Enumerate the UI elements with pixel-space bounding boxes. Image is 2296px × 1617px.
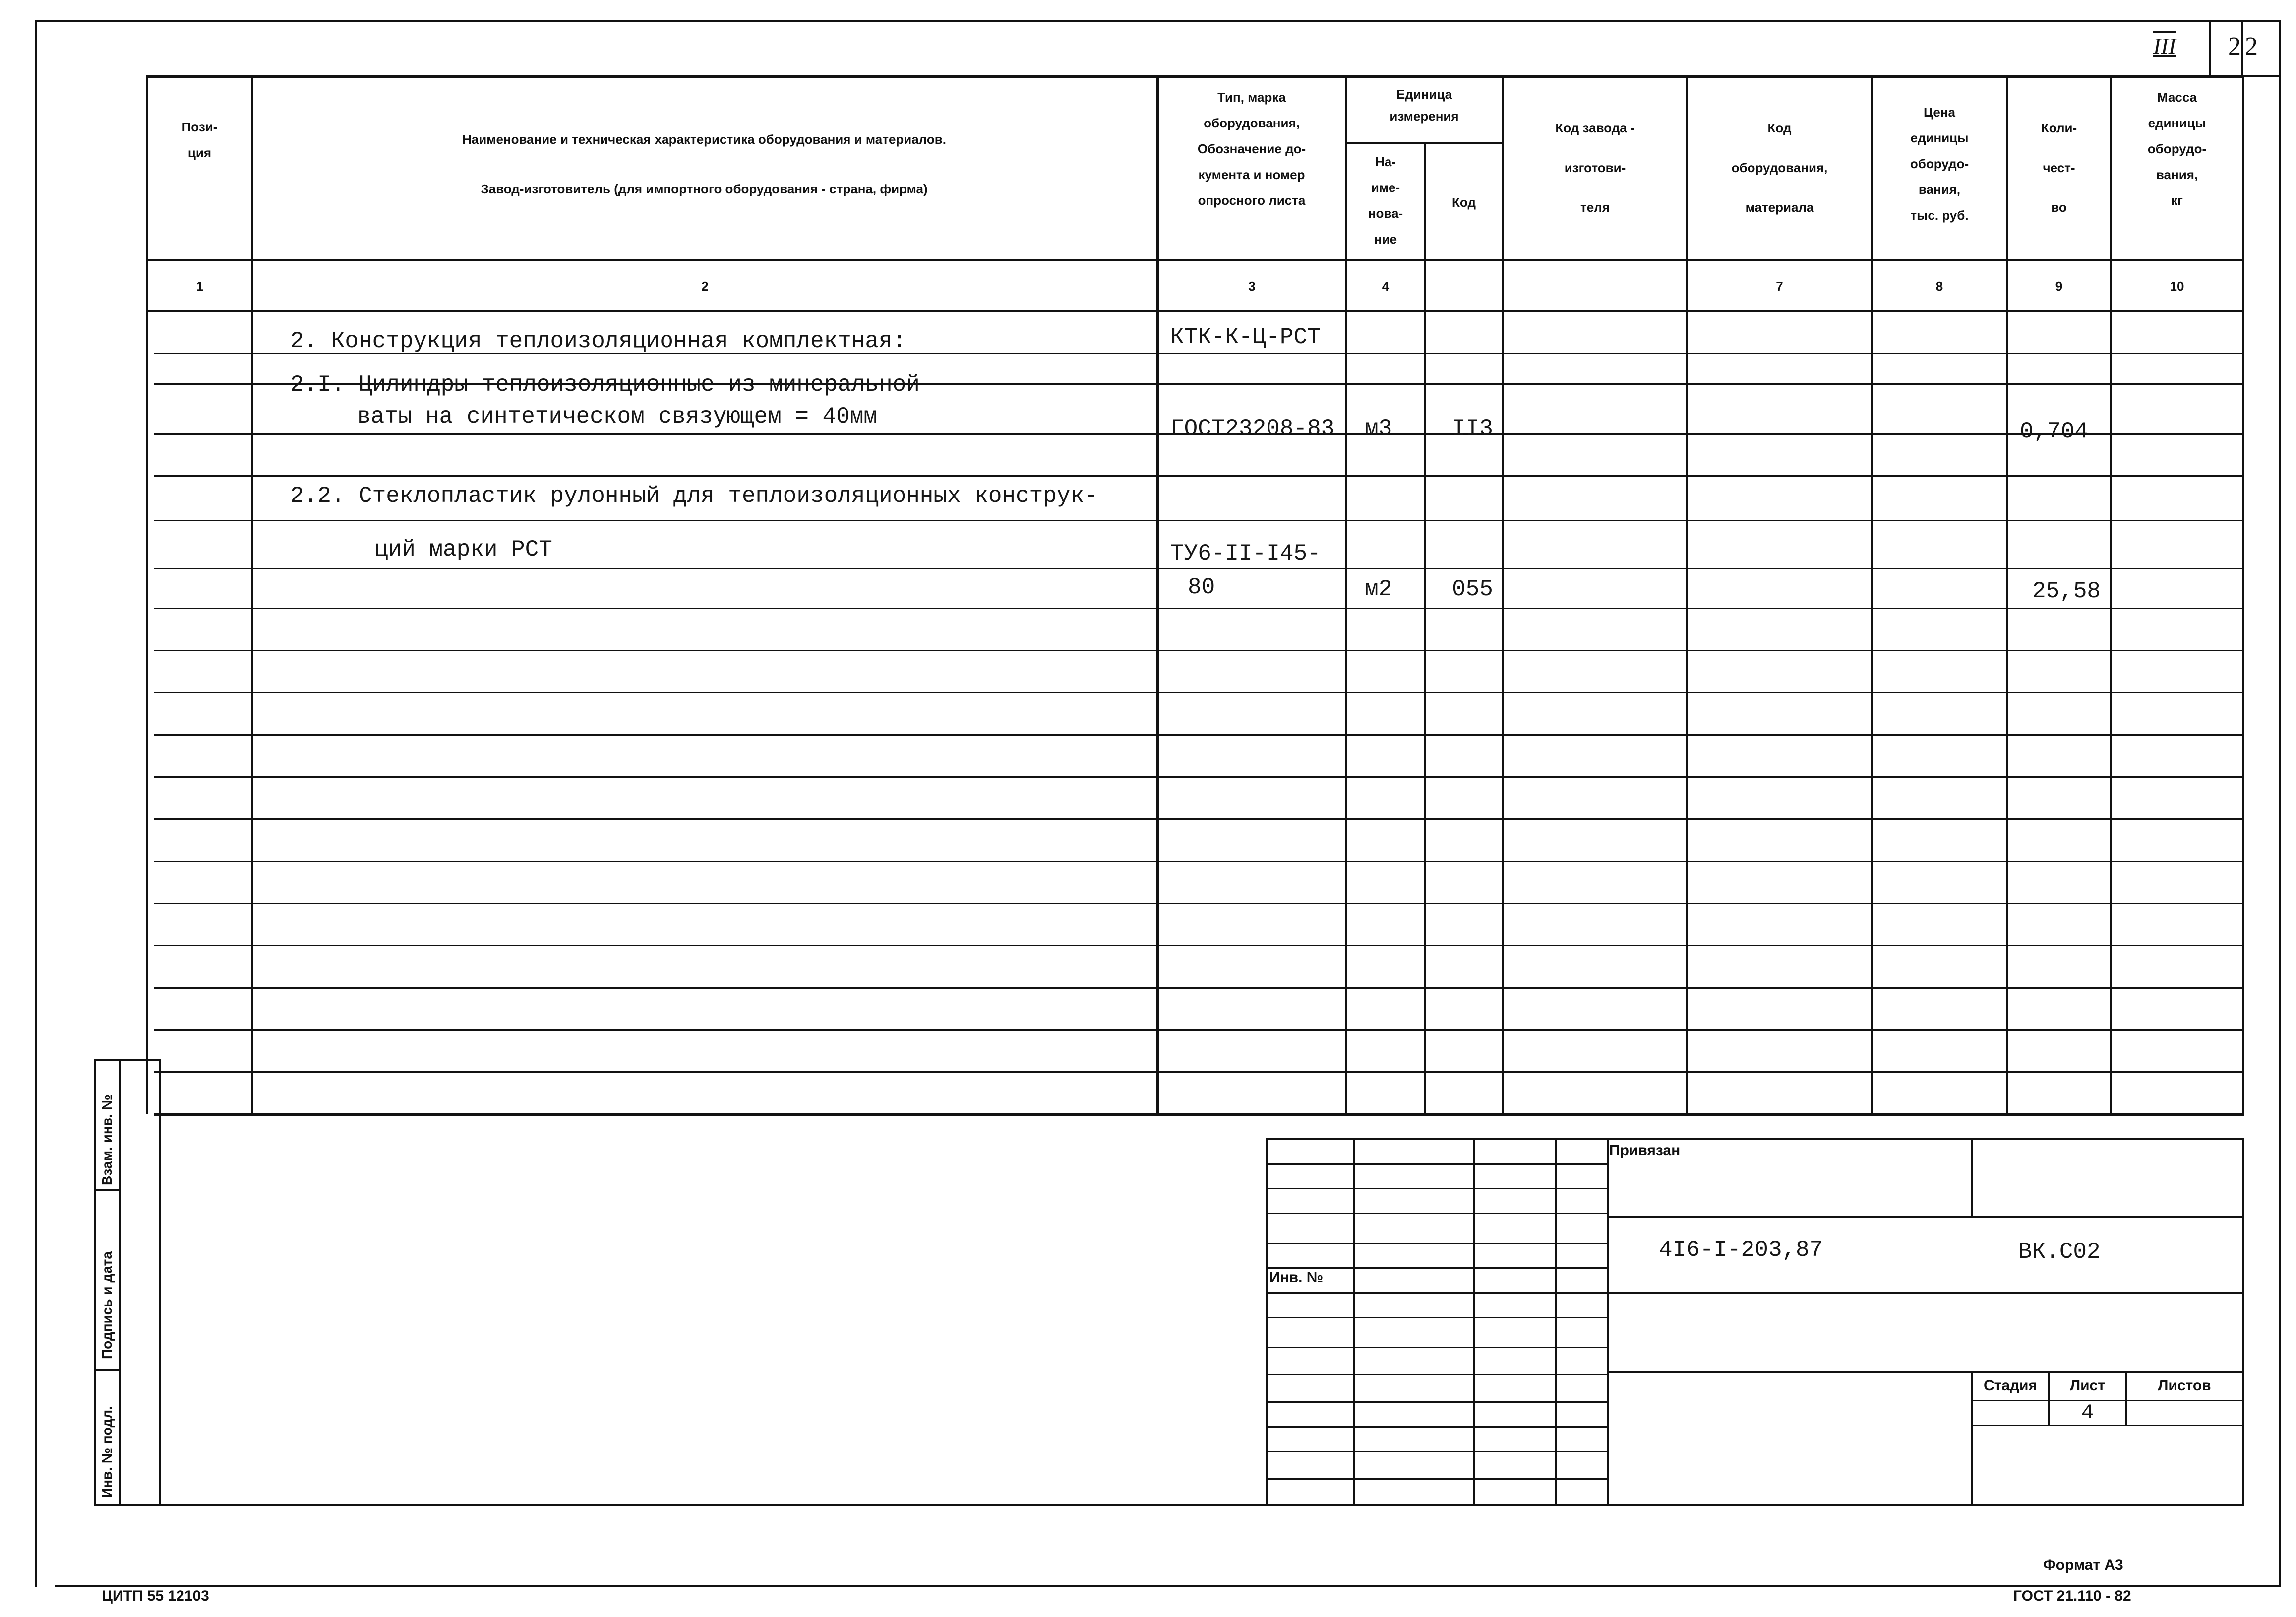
header-name-line2: Завод-изготовитель (для импортного оборудования - страна, фирма): [481, 182, 928, 196]
header-price: Цена единицы оборудо- вания, тыс. руб.: [1910, 105, 1969, 223]
privyazan-split: [1971, 1138, 1973, 1218]
col-line-0: [146, 75, 148, 1114]
stamp-signature-date: Подпись и дата: [99, 1251, 115, 1359]
table-bottom-line: [154, 1113, 2244, 1116]
col-line-9: [2110, 75, 2112, 1114]
col-line-4: [1424, 142, 1426, 1114]
row-line: [154, 734, 2244, 736]
row-line: [154, 1071, 2244, 1073]
column-number: 8: [1935, 279, 1943, 294]
row-3-name: ваты на синтетическом связующем = 40мм: [357, 404, 877, 430]
title-block-col: [1473, 1138, 1475, 1505]
col-line-5: [1502, 75, 1504, 1114]
title-block-col: [1353, 1138, 1355, 1505]
row-line: [154, 818, 2244, 820]
column-number: 1: [196, 279, 204, 294]
title-block-row: [1266, 1347, 1607, 1348]
title-block-row: [1266, 1317, 1607, 1318]
privyazan-bottom: [1607, 1216, 2244, 1218]
title-block-row: [1266, 1401, 1607, 1403]
header-equipment-code: Код оборудования, материала: [1731, 121, 1828, 215]
header-name-line1: Наименование и техническая характеристика оборудования и материалов.: [462, 132, 946, 147]
title-block-row: [1266, 1478, 1607, 1480]
inv-number-label: Инв. №: [1269, 1269, 1324, 1286]
privyazan-label: Привязан: [1609, 1142, 1681, 1159]
stamp-strip-divider: [94, 1189, 121, 1191]
header-unit-name: На- име- нова- ние: [1368, 154, 1403, 247]
row-line: [154, 776, 2244, 778]
row-6-qty: 25,58: [2032, 578, 2101, 604]
document-number: 4I6-I-203,87: [1659, 1237, 1823, 1263]
row-6-unit: м2: [1365, 576, 1392, 602]
column-number: 3: [1248, 279, 1256, 294]
title-block-right: [2242, 1138, 2244, 1505]
row-line: [154, 520, 2244, 521]
column-number: 7: [1776, 279, 1783, 294]
footer-standard: ГОСТ 21.110 - 82: [2013, 1588, 2131, 1604]
stamp-strip-bottom: [94, 1504, 2244, 1506]
document-code: ВК.С02: [2018, 1239, 2101, 1265]
row-line: [154, 1029, 2244, 1031]
title-block-row: [1266, 1188, 1607, 1189]
stamp-strip-border: [159, 1059, 161, 1506]
header-unit-code: Код: [1452, 195, 1476, 210]
title-block-col: [1555, 1138, 1557, 1505]
row-line: [154, 608, 2244, 609]
footer-code: ЦИТП 55 12103: [102, 1588, 209, 1604]
row-line: [154, 987, 2244, 989]
row-line: [154, 692, 2244, 693]
row-3-unit: м3: [1365, 416, 1392, 441]
title-block-row: [1266, 1426, 1607, 1428]
header-unit: Единица измерения: [1390, 87, 1459, 124]
column-number-line: [146, 310, 2244, 312]
stamp-strip-divider: [94, 1369, 121, 1371]
row-1-type: КТК-К-Ц-РСТ: [1170, 324, 1321, 350]
column-number: 2: [701, 279, 709, 294]
col-line-10: [2242, 75, 2244, 1114]
column-number: 4: [1382, 279, 1390, 294]
title-block-col: [1607, 1138, 1609, 1505]
title-block-top: [1266, 1138, 2244, 1140]
header-bottom-line: [146, 259, 2244, 261]
header-type: Тип, марка оборудования, Обозначение до- кумента и номер опросного листа: [1197, 90, 1306, 208]
footer-format: Формат А3: [2043, 1557, 2123, 1573]
stage-label: Стадия: [1983, 1377, 2038, 1394]
header-quantity: Коли- чест- во: [2041, 121, 2077, 215]
row-line: [154, 568, 2244, 569]
row-1-name: 2. Конструкция теплоизоляционная комплектная:: [290, 328, 906, 354]
row-line: [154, 861, 2244, 862]
table-top-line: [146, 75, 2244, 78]
row-line: [154, 475, 2244, 477]
title-block-row: [1266, 1163, 1607, 1165]
row-2-name: 2.I. Цилиндры теплоизоляционные из минеральной: [290, 372, 920, 398]
header-position: Пози- ция: [181, 120, 218, 160]
title-block-row: [1266, 1213, 1607, 1214]
column-number: 9: [2055, 279, 2063, 294]
title-block-row: [1266, 1374, 1607, 1375]
title-block-row: [1266, 1292, 1607, 1294]
sheet-mark: III: [2153, 33, 2176, 59]
sheet-label: Лист: [2070, 1377, 2105, 1394]
column-number: 10: [2170, 279, 2184, 294]
col-line-7: [1871, 75, 1873, 1114]
doc-name-bottom: [1607, 1371, 2244, 1373]
sheet-corner-number: 22: [2228, 32, 2262, 61]
sheet-number: 4: [2081, 1401, 2094, 1425]
col-line-2: [1156, 75, 1159, 1114]
stamp-original-inv: Инв. № подл.: [99, 1406, 115, 1498]
header-factory-code: Код завода - изготови- теля: [1555, 121, 1635, 215]
sheets-label: Листов: [2158, 1377, 2211, 1394]
row-6-type: 80: [1188, 574, 1215, 600]
row-3-code: II3: [1452, 416, 1493, 441]
title-block-left: [1266, 1138, 1268, 1505]
row-line: [154, 650, 2244, 651]
sheet-box-divider-left: [2209, 22, 2211, 76]
col-line-8: [2006, 75, 2008, 1114]
row-5-name: ций марки РСТ: [374, 537, 552, 562]
row-5-type: ТУ6-II-I45-: [1170, 541, 1321, 566]
stamp-strip-left: [94, 1059, 96, 1506]
outer-frame-top: [35, 20, 2281, 22]
row-line: [154, 903, 2244, 904]
col-line-1: [251, 75, 253, 1114]
col-line-6: [1686, 75, 1688, 1114]
row-3-qty: 0,704: [2020, 419, 2089, 444]
outer-frame-bottom: [55, 1585, 2281, 1587]
header-mass: Масса единицы оборудо- вания, кг: [2147, 90, 2207, 208]
row-3-type: ГОСТ23208-83: [1170, 416, 1335, 441]
stamp-replace-inv: Взам. инв. №: [99, 1094, 115, 1185]
doc-number-bottom: [1607, 1292, 2244, 1294]
row-line: [154, 945, 2244, 946]
title-block-row: [1266, 1451, 1607, 1452]
unit-split-line: [1345, 142, 1503, 144]
title-block-row: [1266, 1243, 1607, 1244]
outer-frame-right: [2279, 20, 2281, 1587]
stamp-strip-right: [119, 1059, 121, 1506]
stamp-strip-top: [94, 1059, 161, 1061]
row-4-name: 2.2. Стеклопластик рулонный для теплоизоляционных конструк-: [290, 483, 1098, 509]
outer-frame-left: [35, 20, 37, 1587]
row-6-code: 055: [1452, 576, 1493, 602]
